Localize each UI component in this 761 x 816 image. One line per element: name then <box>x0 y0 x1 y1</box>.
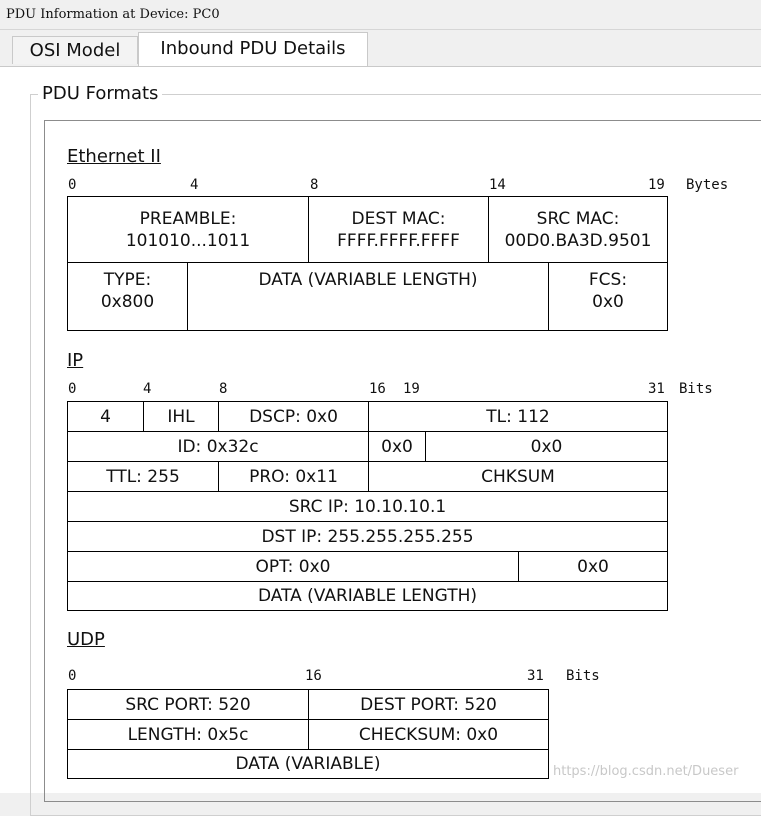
ip-flags-field: 0x0 <box>368 431 426 462</box>
udp-unit: Bits <box>566 668 600 684</box>
udp-title: UDP <box>67 629 105 650</box>
tab-inbound-pdu-details[interactable]: Inbound PDU Details <box>138 32 368 66</box>
ip-padding-field: 0x0 <box>518 551 668 582</box>
fcs-value: 0x0 <box>592 292 624 312</box>
ethernet-dest-mac-field <box>308 196 489 263</box>
ip-frag-offset-field: 0x0 <box>425 431 668 462</box>
ethernet-data-label: DATA (VARIABLE LENGTH) <box>258 270 478 290</box>
ip-checksum-field: CHKSUM <box>368 461 668 492</box>
ip-ttl-field: TTL: 255 <box>67 461 219 492</box>
ethernet-ruler-0: 0 <box>68 177 77 193</box>
ethernet-src-mac-field <box>488 196 668 263</box>
ip-src-ip-field: SRC IP: 10.10.10.1 <box>67 491 668 522</box>
ip-data-field: DATA (VARIABLE LENGTH) <box>67 581 668 611</box>
ethernet-ruler-4: 4 <box>190 177 199 193</box>
window-title: PDU Information at Device: PC0 <box>0 0 761 30</box>
ip-tl-field: TL: 112 <box>368 401 668 432</box>
ethernet-preamble-field <box>67 196 309 263</box>
fcs-label: FCS: <box>588 270 628 290</box>
ethernet-ruler-8: 8 <box>310 177 319 193</box>
type-label: TYPE: <box>103 270 152 290</box>
type-value: 0x800 <box>100 292 155 312</box>
ip-protocol-field: PRO: 0x11 <box>218 461 369 492</box>
ip-ruler-0: 0 <box>68 381 77 397</box>
ip-ruler-19: 19 <box>403 381 420 397</box>
ethernet-ruler-14: 14 <box>489 177 506 193</box>
ip-id-field: ID: 0x32c <box>67 431 369 462</box>
udp-src-port-field: SRC PORT: 520 <box>67 689 309 720</box>
udp-length-field: LENGTH: 0x5c <box>67 719 309 750</box>
src-mac-label: SRC MAC: <box>536 208 620 229</box>
udp-dest-port-field: DEST PORT: 520 <box>308 689 549 720</box>
ip-options-field: OPT: 0x0 <box>67 551 519 582</box>
ip-dscp-field: DSCP: 0x0 <box>218 401 369 432</box>
ip-dst-ip-field: DST IP: 255.255.255.255 <box>67 521 668 552</box>
ethernet-data-field <box>187 262 549 331</box>
pdu-formats-label: PDU Formats <box>38 83 162 104</box>
udp-ruler-0: 0 <box>68 668 77 684</box>
dest-mac-value: FFFF.FFFF.FFFF <box>337 230 460 251</box>
ethernet-type-field <box>67 262 188 331</box>
ethernet-fcs-field <box>548 262 668 331</box>
udp-ruler-31: 31 <box>527 668 544 684</box>
preamble-value: 101010...1011 <box>125 230 251 251</box>
ip-ruler-16: 16 <box>369 381 386 397</box>
udp-ruler-16: 16 <box>305 668 322 684</box>
tab-osi-model[interactable]: OSI Model <box>12 36 138 64</box>
ip-ruler-4: 4 <box>143 381 152 397</box>
dest-mac-label: DEST MAC: <box>351 208 446 229</box>
udp-data-field: DATA (VARIABLE) <box>67 749 549 779</box>
src-mac-value: 00D0.BA3D.9501 <box>504 230 652 251</box>
ethernet-unit: Bytes <box>686 177 729 193</box>
ip-title: IP <box>67 350 84 371</box>
ethernet-ruler-19: 19 <box>648 177 665 193</box>
udp-checksum-field: CHECKSUM: 0x0 <box>308 719 549 750</box>
ip-ruler-31: 31 <box>648 381 665 397</box>
ip-ihl-field: IHL <box>143 401 219 432</box>
tab-bar <box>0 32 761 66</box>
ip-unit: Bits <box>679 381 713 397</box>
ethernet-title: Ethernet II <box>67 146 161 167</box>
preamble-label: PREAMBLE: <box>139 208 237 229</box>
ip-ruler-8: 8 <box>219 381 228 397</box>
watermark: https://blog.csdn.net/Dueser <box>553 764 739 779</box>
ip-version-field: 4 <box>67 401 144 432</box>
